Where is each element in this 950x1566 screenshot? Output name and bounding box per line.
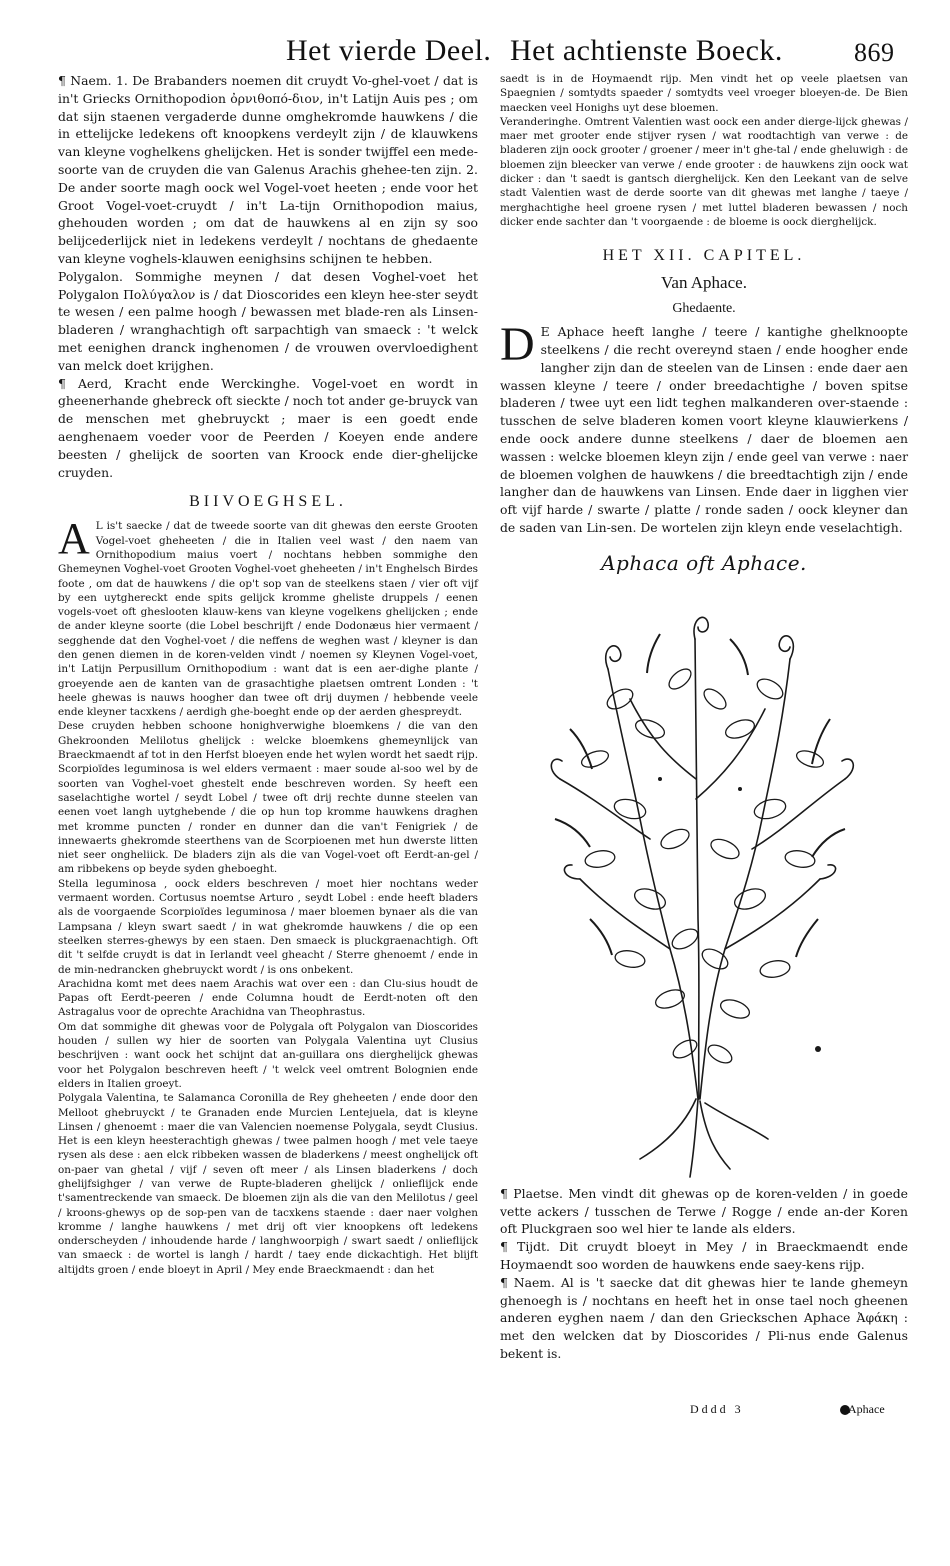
paragraph-ghedaente-text: E Aphace heeft langhe / teere / kantighe ghelknoopte steelkens / die recht overeynd staen / ende hoogher ende langher zijn dan de steelen van de Linsen : ende daer aen wassen kleyne / teere / onder breedachtighe / boven spitse bladeren / twee uyt een lidt teghen malkanderen over-staende : tusschen de selve bladeren komen voort kleyne klauwierkens / ende oock andere dunne steelkens / daer de bloemen aen wassen : welcke bloemen kleyn zijn / ende geel van verwe : naer de bloemen volghen de hauwkens / die breedtachtigh zijn / ende langher dan de hauwkens van Linsen. Ende daer in ligghen vier oft vijf harde / swarte / platte / ronde saden / oock kleyner dan de saden van Lin-sen. De wortelen zijn kleyn ende veselachtigh. [500,324,908,536]
paragraph-saedt-rijp: saedt is in de Hoymaendt rijp. Men vindt het op veele plaetsen van Spaegnien / somtydts spaeder / somtydts veel vroeger bloeyen-de. De Bien maecken veel Honighs uyt dese bloemen. [500,73,908,114]
section-heading-bijvoeghsel: BIIVOEGHSEL. [189,493,347,511]
figure-caption: Aphaca oft Aphace. [601,550,807,575]
left-column [58,72,478,1277]
dropcap-a: A [58,514,90,564]
paragraph-polygala-valentina: Polygala Valentina, te Salamanca Coronilla de Rey gheheeten / ende door den Melloot ghebruyckt / te Granaden ende Murcien Lentejuela, dat is kleyne Linsen / ghenoemt : maer die van Valencien noemense Polygala, seydt Clusius. Het is een kleyn heesterachtigh ghewas / twee palmen hoogh / met vele taeye rysen als dese : aen elck ribbeken wassen de bladerkens / meest onghelijck oft on-paer van ghetal / vijf / seven oft meer / als Linsen bladerkens / doch ghelijfsighger / van verwe de Rupte-bladeren ghelijck / onlieflijck ende t'samentreckende van smaeck. De bloemen zijn als die van den Melilotus / geel / kroons-ghewys op de sop-pen van de tacxkens staende : daer naer volghen kromme / langhe hauwkens / met drij oft vier knoopkens oft ledekens onderscheyden / inhoudende harde / langhwoorpigh / swart saedt / onlieflijck van smaeck : de wortel is langh / hardt / taey ende dickachtigh. Het blijft altijdts groen / ende bloeyt in April / Mey ende Braeckmaendt : dan het [58,1092,478,1276]
running-head-left: Het vierde Deel. [286,34,492,67]
paragraph-arachidna: Arachidna komt met dees naem Arachis wat over een : dan Clu-sius houdt de Papas oft Eerdt-peeren / ende Columna houdt de Eerdt-noten oft den Astragalus voor de oprechte Arachidna van Theophrastus. [58,977,478,1019]
paragraph-stella-leguminosa: Stella leguminosa , oock elders beschreven / moet hier nochtans weder vermaent worden. Cortusus noemtse Arturo , seydt Lobel : ende heeft bladers als de voorgaende Scorpioïdes leguminosa / maer bloemen bynaer als die van Lampsana / kleyn swart saedt / in wat ghekromde hauwkens / die op een steelken sterres-ghewys by een staen. Den smaeck is pluckgraenachtigh. Oft dit 't selfde cruydt is dat in Ierlandt veel gheacht / Sterre ghenoemt / ende in de min-nedrancken ghebruyckt wordt / is ons onbekent. [58,877,478,976]
paragraph-tijdt: ¶ Tijdt. Dit cruydt bloeyt in Mey / in Braeckmaendt ende Hoymaendt soo worden de hauwkens ende saey-kens rijp. [500,1239,908,1273]
paragraph-bloemkens: Dese cruyden hebben schoone honighverwighe bloemkens / die van den Ghekroonden Melilotus ghelijck : welcke bloemkens ghemeynlijck van Braeckmaendt af tot in den Herfst bloeyen ende het wylen wordt het saedt rijp. [58,720,479,762]
aphaca-woodcut-illustration [500,579,908,1185]
right-column [500,72,908,1363]
signature-mark: Dddd 3 [690,1402,744,1416]
paragraph-ghedaente [500,318,908,537]
paragraph-bijvoeghsel-text: L is't saecke / dat de tweede soorte van dit ghewas den eerste Grooten Vogel-voet gheheeten / die in Italien veel wast / den naem van Ornithopodium maius voert / nochtans hebben sommighe den Ghemeynen Voghel-voet Grooten Voghel-voet gheheeten / in't Enghelsch Birdes foote , om dat de hauwkens / die op't sop van de steelkens staen / vier oft vijf by een uytghereckt ende spits gelijck kromme gheliste druppels / eenen vogels-voet oft gheslooten klauw-kens van kleyne vogelkens ghelijcken ; ende de ander kleyne soorte (die Lobel beschrijft / ende Dodonæus hier vermaent / segghende dat den Voghel-voet / die neffens de weghen wast / kleyner is dan den genen diemen in de koren-velden vindt / noemen sy Kleynen Vogel-voet, in't Latijn Perpusillum Ornithopodium : want dat is een aer-dighe plante / groeyende aen de kanten van de grasachtighe plaetsen omtrent Londen : 't heele ghewas is nauws hoogher dan twee oft drij duymen / hebbende veele ende kleyner tacxkens / aerdigh ghe-boeght ende op der aerden ghespreydt. [58,520,478,719]
chapter-name: Van Aphace. [661,273,747,293]
running-head-right: Het achtienste Boeck. [510,34,783,67]
paragraph-aerd-kracht: ¶ Aerd, Kracht ende Werckinghe. Vogel-voet en wordt in gheenerhande ghebreck oft sieckte / noch tot ander ge-bruyck van de menschen met ghebruyckt ; maer is een goedt ende aenghenaem voeder voor de Peerden / Koeyen ende andere beesten / ghelijck de soorten van Kroock ende dier-ghelijcke cruyden. [58,375,478,480]
paragraph-polygalon: Polygalon. Sommighe meynen / dat desen Voghel-voet het Polygalon Πολύγαλον is / dat Dioscorides een kleyn hee-ster seydt te wesen / een palme hoogh / bewassen met blade-ren als Linsen-bladeren / wranghachtigh oft sarpachtigh van smaeck : 't welck met eenighen dranck inghenomen / de vrouwen overvloedighent van melck doet krijghen. [58,268,478,373]
paragraph-veranderinghe: Veranderinghe. Omtrent Valentien wast oock een ander dierge-lijck ghewas / maer met grooter ende stijver rysen / wat roodtachtigh van verwe : de bladeren zijn oock grooter / groener / meer in't ghe-tal / ende gheluwigh : de bloemen zijn bleecker van verwe / ende grooter : de hauwkens zijn oock wat dicker : dan 't saedt is gantsch dierghelijck. Ken den Leekant van de selve stadt Valentien wast de derde soorte van dit ghewas met langhe / taeye / merghachtighe heel groene rysen / met luttel bladeren bewassen / noch dicker ende sachter dan 't voorgaende : de bloeme is oock dierghelijck. [500,115,908,228]
page-number: 869 [854,38,895,67]
paragraph-bijvoeghsel-intro [58,514,478,719]
paragraph-naem-aphace: ¶ Naem. Al is 't saecke dat dit ghewas hier te lande ghemeyn ghenoegh is / nochtans en heeft het in onse tael noch gheenen anderen eyghen naem / dan den Grieckschen Aphace Ἀφάκη : met den welcken dat by Dioscorides / Pli-nus ende Galenus bekent is. [500,1274,908,1361]
dropcap-d: D [500,318,535,372]
paragraph-scorpioides: Scorpioïdes leguminosa is wel elders vermaent : maer soude al-soo wel by de soorten van Voghel-voet ghestelt ende beschreven worden. Sy heeft een saselachtighe wortel / seydt Lobel / twee oft drij rechte dunne steelen van eenen voet langh uytghebende / die op hun top kromme hauwkens draghen met kromme puncten / ronder en dunner dan die van't Fenigriek / de innewaerts ghekromde steerthens van de Scorpioenen met hun dwerste litten niet seer ongheliick. De bladers zijn als die van Vogel-voet oft Eerdt-an-gel / am ribbekens op beyde syden gheboeght. [58,763,478,876]
chapter-title: HET XII. CAPITEL. [602,247,806,265]
paragraph-naem-vogelvoet: ¶ Naem. 1. De Brabanders noemen dit cruydt Vo-ghel-voet / dat is in't Griecks Ornithopodion ὀρνιθοπό-διον, in't Latijn Auis pes ; om dat sijn staenen vergaderde dunne omghekromde hauwkens / die in ettelijcke ledekens oft knoopkens verdeylt zijn / de klauwkens van kleyne voghelkens ghelijcken. Het is sonder twijffel een mede-soorte van de cruyden die van Galenus Arachis ghehee-ten zijn. 2. De ander soorte magh oock wel Vogel-voet heeten ; ende voor het Groot Vogel-voet-cruydt / in't La-tijn Ornithopodion maius, ghehouden worden ; om dat de hauwkens al en zijn sy soo belijcederlijck niet in ledekens verdeylt / nochtans de ghedaente van kleyne voghels-klauwen eenighsins schijnen te hebben. [58,73,478,266]
catchword: Aphace [848,1402,885,1416]
paragraph-plaetse: ¶ Plaetse. Men vindt dit ghewas op de koren-velden / in goede vette ackers / tusschen de Terwe / Rogge / ende an-der Koren oft Pluckgraen soo wel hier te lande als elders. [500,1185,908,1237]
subsection-ghedaente: Ghedaente. [672,301,736,317]
paragraph-polygala: Om dat sommighe dit ghewas voor de Polygala oft Polygalon van Dioscorides houden / sullen wy hier de soorten van Polygala Valentina uyt Clusius beschrijven : want oock het schijnt dat an-guillara ons dierghelijck ghewas voor het Polygalon beschreven heeft / 't welck veel omtrent Bolognien ende elders in Italien groeyt. [58,1020,478,1090]
